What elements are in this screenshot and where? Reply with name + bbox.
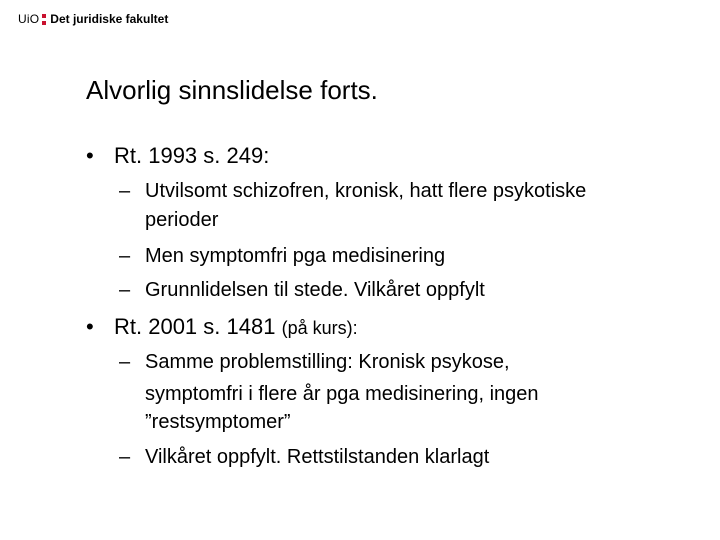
- dash-icon: –: [119, 245, 131, 267]
- sub-bullet-item: [119, 244, 445, 268]
- sub-bullet-text: Samme problemstilling: Kronisk psykose,: [145, 351, 510, 373]
- institution-header: [18, 11, 168, 27]
- sub-bullet-item: [119, 445, 489, 469]
- bullet-text: Rt. 1993 s. 249:: [114, 143, 270, 168]
- bullet-text-suffix: (på kurs):: [281, 318, 358, 338]
- dash-icon: –: [119, 351, 131, 373]
- dash-icon: –: [119, 279, 131, 301]
- sub-bullet-item: [119, 350, 510, 374]
- sub-bullet-continuation: ”restsymptomer”: [145, 411, 291, 433]
- sub-bullet-item: [119, 278, 485, 302]
- sub-bullet-text: Vilkåret oppfylt. Rettstilstanden klarlagt: [145, 446, 490, 468]
- dash-icon: –: [119, 446, 131, 468]
- sub-bullet-continuation: perioder: [145, 209, 219, 231]
- sub-bullet-text: Men symptomfri pga medisinering: [145, 245, 446, 267]
- bullet-icon: •: [86, 314, 94, 339]
- faculty-name: Det juridiske fakultet: [50, 12, 169, 26]
- sub-bullet-continuation: symptomfri i flere år pga medisinering, ingen: [145, 383, 539, 405]
- uio-logo: UiO: [18, 12, 40, 26]
- logo-separator-icon: [42, 12, 46, 26]
- slide-title: Alvorlig sinnslidelse forts.: [86, 75, 378, 105]
- bullet-icon: •: [86, 143, 94, 168]
- bullet-text: Rt. 2001 s. 1481: [114, 314, 276, 339]
- sub-bullet-text: Utvilsomt schizofren, kronisk, hatt flere psykotiske: [145, 180, 587, 202]
- sub-bullet-text: Grunnlidelsen til stede. Vilkåret oppfylt: [145, 279, 485, 301]
- sub-bullet-item: [119, 179, 586, 203]
- bullet-item: [86, 314, 358, 341]
- dash-icon: –: [119, 180, 131, 202]
- bullet-item: [86, 143, 269, 169]
